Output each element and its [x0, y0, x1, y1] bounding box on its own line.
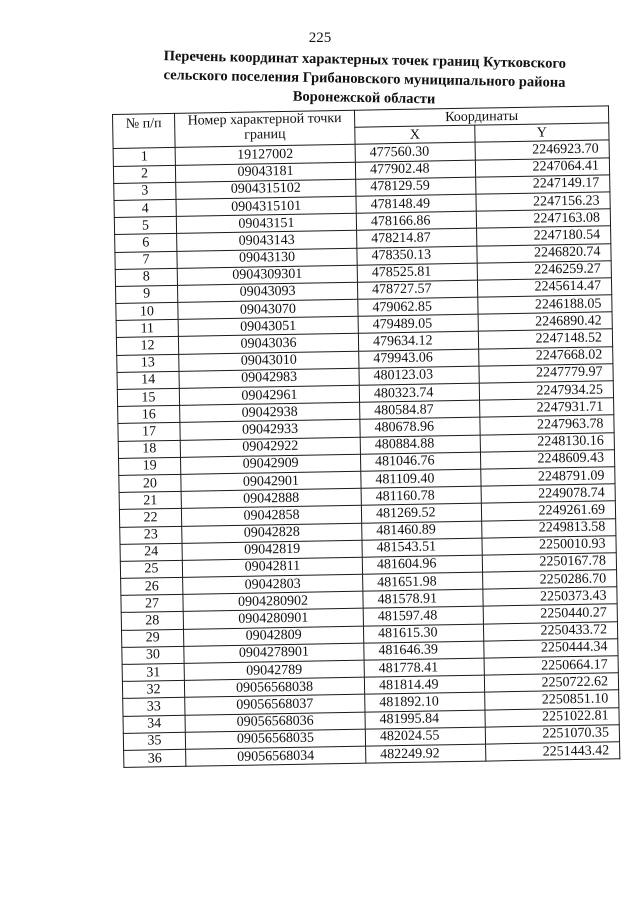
- row-number-cell: 34: [123, 715, 185, 733]
- row-number-cell: 17: [118, 423, 180, 441]
- point-number-cell: 0904278901: [184, 643, 364, 663]
- header-number: № п/п: [113, 113, 176, 148]
- title-line-2: сельского поселения Грибановского муниципального района: [163, 67, 566, 91]
- row-number-cell: 19: [119, 457, 181, 475]
- point-number-cell: 09056568037: [185, 695, 365, 715]
- point-number-cell: 0904280901: [183, 609, 363, 629]
- y-coordinate-cell: 2250440.27: [483, 604, 617, 624]
- row-number-cell: 21: [119, 491, 181, 509]
- x-coordinate-cell: 478350.13: [357, 246, 477, 265]
- row-number-cell: 31: [122, 663, 184, 681]
- x-coordinate-cell: 481604.96: [362, 555, 482, 574]
- coordinates-table: [112, 105, 620, 768]
- point-number-cell: 09043070: [178, 299, 358, 319]
- row-number-cell: 18: [118, 440, 180, 458]
- y-coordinate-cell: 2250851.10: [485, 690, 619, 710]
- row-number-cell: 25: [120, 560, 182, 578]
- y-coordinate-cell: 2250444.34: [484, 639, 618, 659]
- y-coordinate-cell: 2251070.35: [485, 724, 619, 744]
- point-number-cell: 09042909: [180, 454, 360, 474]
- x-coordinate-cell: 479943.06: [359, 349, 479, 368]
- point-number-cell: 09042828: [182, 523, 362, 543]
- x-coordinate-cell: 481578.91: [363, 589, 483, 608]
- y-coordinate-cell: 2249078.74: [481, 484, 615, 504]
- point-number-cell: 09042819: [182, 540, 362, 560]
- y-coordinate-cell: 2251022.81: [485, 707, 619, 727]
- point-number-cell: 09056568034: [186, 746, 366, 766]
- point-number-cell: 09042938: [180, 402, 360, 422]
- point-number-cell: 0904315102: [176, 179, 356, 199]
- row-number-cell: 13: [117, 354, 179, 372]
- header-point: Номер характерной точки границ: [174, 110, 355, 148]
- x-coordinate-cell: 481543.51: [362, 538, 482, 557]
- y-coordinate-cell: 2250286.70: [483, 570, 617, 590]
- x-coordinate-cell: 480584.87: [360, 400, 480, 419]
- row-number-cell: 1: [113, 148, 175, 166]
- row-number-cell: 12: [116, 337, 178, 355]
- y-coordinate-cell: 2250373.43: [483, 587, 617, 607]
- coordinates-table-container: [112, 105, 619, 768]
- row-number-cell: 22: [119, 509, 181, 527]
- y-coordinate-cell: 2248791.09: [481, 467, 615, 487]
- point-number-cell: 09042983: [179, 368, 359, 388]
- y-coordinate-cell: 2249261.69: [481, 501, 615, 521]
- point-number-cell: 09056568035: [185, 729, 365, 749]
- y-coordinate-cell: 2250167.78: [482, 553, 616, 573]
- document-title: [129, 46, 600, 112]
- x-coordinate-cell: 481597.48: [363, 607, 483, 626]
- x-coordinate-cell: 481646.39: [364, 641, 484, 660]
- row-number-cell: 26: [121, 577, 183, 595]
- y-coordinate-cell: 2246820.74: [477, 243, 611, 263]
- header-x: X: [355, 125, 475, 144]
- point-number-cell: 09056568036: [185, 712, 365, 732]
- row-number-cell: 2: [113, 165, 175, 183]
- row-number-cell: 14: [117, 371, 179, 389]
- y-coordinate-cell: 2250010.93: [482, 535, 616, 555]
- point-number-cell: 09042933: [180, 420, 360, 440]
- point-number-cell: 09042811: [182, 557, 362, 577]
- y-coordinate-cell: 2247148.52: [478, 329, 612, 349]
- point-number-cell: 09056568038: [184, 677, 364, 697]
- x-coordinate-cell: 481814.49: [364, 675, 484, 694]
- y-coordinate-cell: 2247180.54: [477, 226, 611, 246]
- y-coordinate-cell: 2247156.23: [476, 192, 610, 212]
- point-number-cell: 09043130: [177, 248, 357, 268]
- y-coordinate-cell: 2247963.78: [480, 415, 614, 435]
- x-coordinate-cell: 481778.41: [364, 658, 484, 677]
- row-number-cell: 30: [122, 646, 184, 664]
- x-coordinate-cell: 478525.81: [357, 263, 477, 282]
- x-coordinate-cell: 479634.12: [358, 332, 478, 351]
- point-number-cell: 09042809: [183, 626, 363, 646]
- x-coordinate-cell: 480678.96: [360, 418, 480, 437]
- y-coordinate-cell: 2247931.71: [480, 398, 614, 418]
- x-coordinate-cell: 481651.98: [363, 572, 483, 591]
- row-number-cell: 36: [124, 749, 186, 767]
- y-coordinate-cell: 2249813.58: [482, 518, 616, 538]
- y-coordinate-cell: 2250722.62: [484, 673, 618, 693]
- y-coordinate-cell: 2246923.70: [475, 140, 609, 160]
- x-coordinate-cell: 480884.88: [360, 435, 480, 454]
- row-number-cell: 9: [116, 285, 178, 303]
- x-coordinate-cell: 481109.40: [361, 469, 481, 488]
- x-coordinate-cell: 481460.89: [362, 521, 482, 540]
- point-number-cell: 0904280902: [183, 591, 363, 611]
- point-number-cell: 09042888: [181, 488, 361, 508]
- y-coordinate-cell: 2247668.02: [479, 346, 613, 366]
- x-coordinate-cell: 477902.48: [355, 160, 475, 179]
- y-coordinate-cell: 2248130.16: [480, 432, 614, 452]
- y-coordinate-cell: 2246890.42: [478, 312, 612, 332]
- x-coordinate-cell: 478148.49: [356, 194, 476, 213]
- point-number-cell: 09043051: [178, 316, 358, 336]
- table-body: [113, 140, 620, 767]
- y-coordinate-cell: 2250664.17: [484, 656, 618, 676]
- row-number-cell: 20: [119, 474, 181, 492]
- point-number-cell: 0904315101: [176, 196, 356, 216]
- row-number-cell: 29: [122, 629, 184, 647]
- row-number-cell: 24: [120, 543, 182, 561]
- row-number-cell: 6: [115, 234, 177, 252]
- y-coordinate-cell: 2245614.47: [477, 278, 611, 298]
- header-y: Y: [475, 123, 609, 143]
- x-coordinate-cell: 478129.59: [356, 177, 476, 196]
- row-number-cell: 3: [114, 182, 176, 200]
- title-line-3: Воронежской области: [292, 88, 436, 108]
- y-coordinate-cell: 2251443.42: [486, 742, 620, 762]
- x-coordinate-cell: 478727.57: [357, 280, 477, 299]
- x-coordinate-cell: 481269.52: [361, 503, 481, 522]
- y-coordinate-cell: 2246259.27: [477, 260, 611, 280]
- x-coordinate-cell: 479489.05: [358, 314, 478, 333]
- row-number-cell: 15: [117, 388, 179, 406]
- row-number-cell: 11: [116, 320, 178, 338]
- x-coordinate-cell: 481892.10: [365, 692, 485, 711]
- x-coordinate-cell: 478166.86: [356, 211, 476, 230]
- point-number-cell: 09043036: [178, 334, 358, 354]
- y-coordinate-cell: 2247064.41: [475, 157, 609, 177]
- point-number-cell: 09042858: [181, 506, 361, 526]
- x-coordinate-cell: 481995.84: [365, 710, 485, 729]
- row-number-cell: 8: [115, 268, 177, 286]
- point-number-cell: 09042922: [180, 437, 360, 457]
- y-coordinate-cell: 2250433.72: [483, 621, 617, 641]
- row-number-cell: 33: [123, 698, 185, 716]
- x-coordinate-cell: 480123.03: [359, 366, 479, 385]
- point-number-cell: 09043010: [179, 351, 359, 371]
- x-coordinate-cell: 481160.78: [361, 486, 481, 505]
- x-coordinate-cell: 482024.55: [365, 727, 485, 746]
- row-number-cell: 32: [122, 681, 184, 699]
- point-number-cell: 09042961: [179, 385, 359, 405]
- row-number-cell: 27: [121, 595, 183, 613]
- point-number-cell: 09042901: [181, 471, 361, 491]
- point-number-cell: 09043151: [176, 213, 356, 233]
- point-number-cell: 09043143: [177, 231, 357, 251]
- header-coordinates: Координаты: [354, 106, 608, 128]
- row-number-cell: 28: [121, 612, 183, 630]
- point-number-cell: 09042789: [184, 660, 364, 680]
- y-coordinate-cell: 2246188.05: [478, 295, 612, 315]
- title-line-1: Перечень координат характерных точек границ Кутковского: [163, 48, 567, 72]
- y-coordinate-cell: 2248609.43: [480, 450, 614, 470]
- x-coordinate-cell: 482249.92: [366, 744, 486, 763]
- row-number-cell: 5: [114, 217, 176, 235]
- x-coordinate-cell: 479062.85: [358, 297, 478, 316]
- x-coordinate-cell: 481046.76: [360, 452, 480, 471]
- y-coordinate-cell: 2247149.17: [476, 175, 610, 195]
- row-number-cell: 10: [116, 302, 178, 320]
- point-number-cell: 09042803: [183, 574, 363, 594]
- row-number-cell: 23: [120, 526, 182, 544]
- x-coordinate-cell: 478214.87: [357, 228, 477, 247]
- row-number-cell: 4: [114, 199, 176, 217]
- row-number-cell: 16: [118, 406, 180, 424]
- y-coordinate-cell: 2247934.25: [479, 381, 613, 401]
- x-coordinate-cell: 477560.30: [355, 143, 475, 162]
- x-coordinate-cell: 481615.30: [363, 624, 483, 643]
- page-number: 225: [308, 30, 332, 46]
- x-coordinate-cell: 480323.74: [359, 383, 479, 402]
- y-coordinate-cell: 2247779.97: [479, 364, 613, 384]
- point-number-cell: 09043093: [177, 282, 357, 302]
- y-coordinate-cell: 2247163.08: [476, 209, 610, 229]
- point-number-cell: 09043181: [175, 162, 355, 182]
- row-number-cell: 7: [115, 251, 177, 269]
- point-number-cell: 0904309301: [177, 265, 357, 285]
- point-number-cell: 19127002: [175, 145, 355, 165]
- row-number-cell: 35: [123, 732, 185, 750]
